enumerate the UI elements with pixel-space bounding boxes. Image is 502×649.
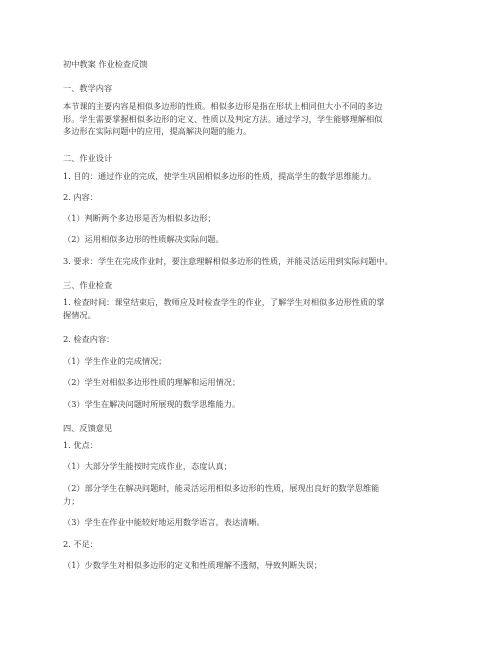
section-1-heading: 一、教学内容 (63, 83, 113, 93)
section-2-item-3: 3. 要求：学生在完成作业时，要注意理解相似多边形的性质，并能灵活运用到实际问题中。 (63, 256, 393, 266)
section-3-sub-1: （1）学生作业的完成情况； (63, 356, 167, 366)
document-title: 初中教案 作业检查反馈 (63, 59, 148, 69)
paragraph-line: 1. 检查时间：课堂结束后，教师应及时检查学生的作业，了解学生对相似多边形性质的掌 (63, 297, 385, 307)
section-4-sub-3: （3）学生在作业中能较好地运用数学语言，表达清晰。 (63, 517, 265, 527)
section-1-paragraph (63, 100, 441, 138)
section-4-heading: 四、反馈意见 (63, 423, 113, 433)
section-3-sub-2: （2）学生对相似多边形性质的理解和运用情况； (63, 377, 241, 387)
section-2-sub-2: （2）运用相似多边形的性质解决实际问题。 (63, 234, 224, 244)
section-4-item-2: 2. 不足： (63, 539, 98, 549)
section-2-item-2: 2. 内容： (63, 192, 98, 202)
section-3-sub-3: （3）学生在解决问题时所展现的数学思维能力。 (63, 399, 241, 409)
paragraph-line: 多边形在实际问题中的应用，提高解决问题的能力。 (63, 126, 252, 136)
section-3-heading: 三、作业检查 (63, 280, 113, 290)
paragraph-line: 本节课的主要内容是相似多边形的性质。相似多边形是指在形状上相同但大小不同的多边 (63, 101, 383, 111)
paragraph-line: （2）部分学生在解决问题时，能灵活运用相似多边形的性质，展现出良好的数学思维能 (63, 483, 380, 493)
section-4-sub-4: （1）少数学生对相似多边形的定义和性质理解不透彻，导致判断失误； (63, 560, 323, 570)
section-2-sub-1: （1）判断两个多边形是否为相似多边形； (63, 213, 216, 223)
paragraph-line: 力； (63, 495, 80, 506)
section-4-sub-2 (63, 482, 441, 507)
section-2-item-1: 1. 目的：通过作业的完成，使学生巩固相似多边形的性质，提高学生的数学思维能力。 (63, 171, 377, 181)
paragraph-line: 握情况。 (63, 309, 96, 320)
section-4-sub-1: （1）大部分学生能按时完成作业，态度认真； (63, 461, 232, 471)
section-2-heading: 二、作业设计 (63, 153, 113, 163)
paragraph-line: 形。学生需要掌握相似多边形的定义、性质以及判定方法。通过学习，学生能够理解相似 (63, 113, 383, 124)
section-4-item-1: 1. 优点： (63, 440, 98, 450)
section-3-item-2: 2. 检查内容： (63, 334, 115, 344)
section-3-item-1 (63, 296, 441, 321)
